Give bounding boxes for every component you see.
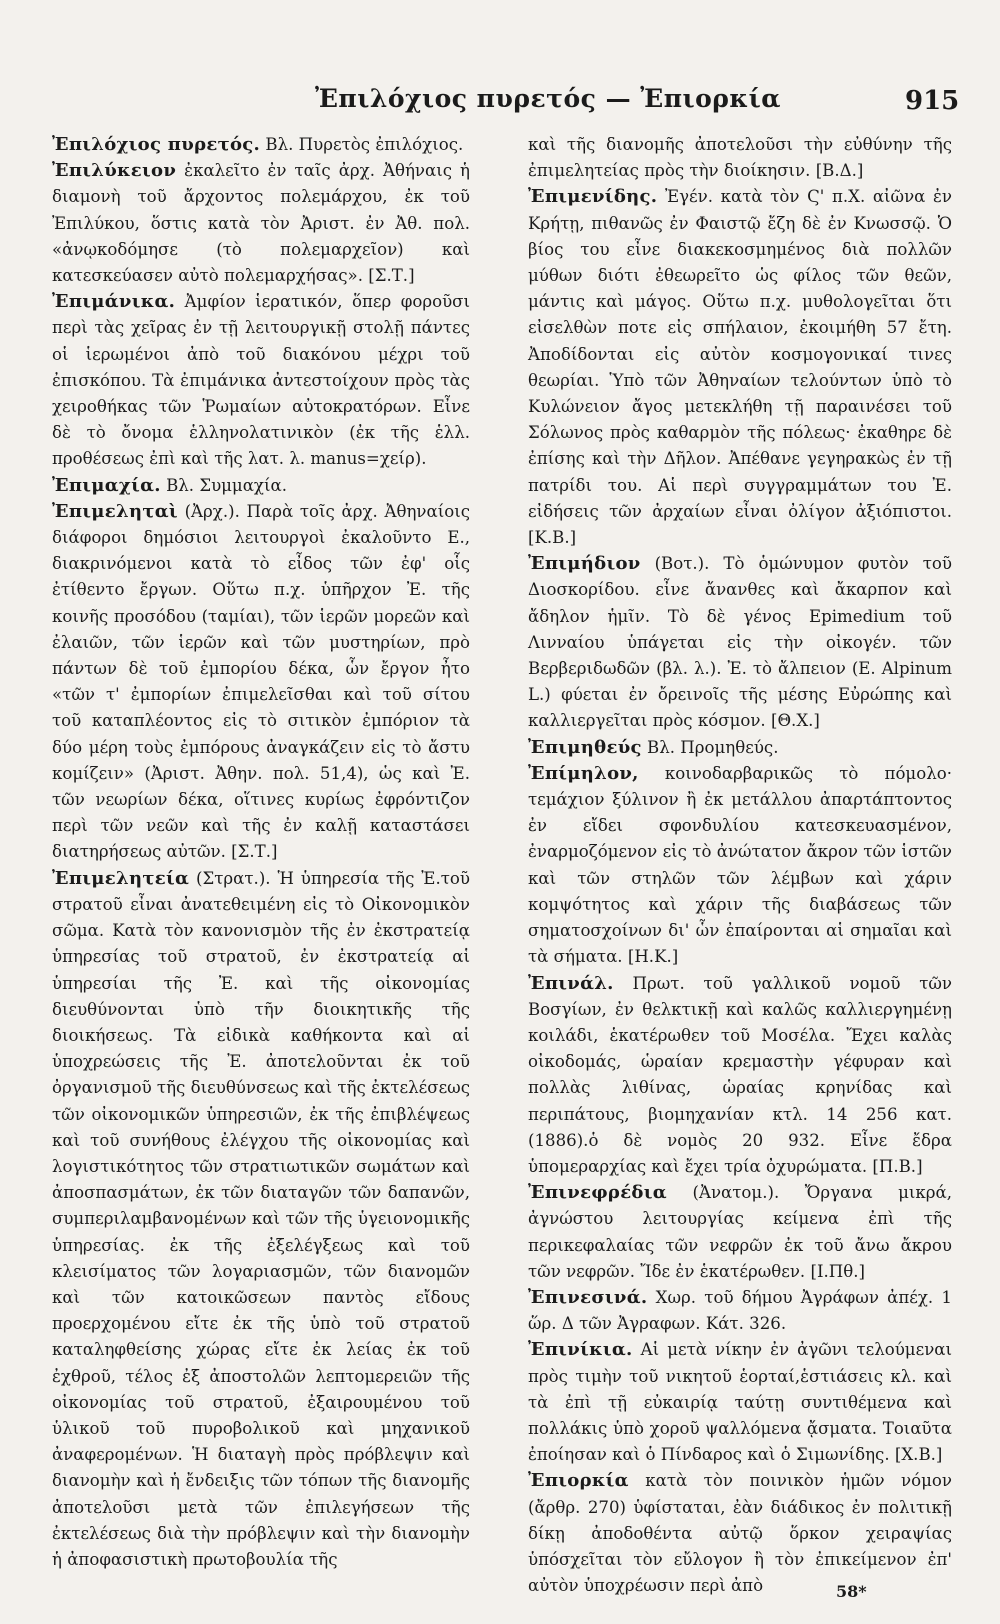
entry-headword: Ἐπιορκία xyxy=(528,1470,629,1492)
printer-signature: 58* xyxy=(836,1582,867,1601)
entry-headword: Ἐπιμάνικα. xyxy=(52,291,176,313)
entry-text: Ἐγέν. κατὰ τὸν Ϛ' π.Χ. αἰῶνα ἐν Κρήτῃ, πιθανῶς ἐν Φαιστῷ ἔζη δὲ ἐν Κνωσσῷ. Ὁ βίος του εἶνε διακεκοσμημένος διὰ πολλῶν μύθων διότι ἐθεωρεῖτο ὡς φίλος τῶν θεῶν, μάντις καὶ μάγος. Οὕτω π.χ. μυθολογεῖται ὅτι εἰσελθὼν ποτε εἰς σπήλαιον, ἐκοιμήθη 57 ἔτη. Ἀποδίδονται εἰς αὐτὸν κοσμογονικαί τινες θεωρίαι. Ὑπὸ τῶν Ἀθηναίων τελούντων ὑπὸ τὸ Κυλώνειον ἄγος μετεκλήθη τῇ παραινέσει τοῦ Σόλωνος πρὸς καθαρμὸν τῆς πόλεως· ἐκαθηρε δὲ ἐπίσης καὶ τὴν Δῆλον. Ἀπέθανε γεγηρακὼς ἐν τῇ πατρίδι του. Αἱ περὶ συγγραμμάτων του Ἐ. εἰδήσεις τῶν ἀρχαίων εἶναι ὀλίγον ἀξιόπιστοι. [Κ.Β.] xyxy=(528,187,952,548)
dictionary-entry xyxy=(52,158,470,289)
entry-text: Ἀμφίον ἱερατικόν, ὅπερ φοροῦσι περὶ τὰς χεῖρας ἐν τῇ λειτουργικῇ στολῇ πάντες οἱ ἱερωμένοι ἀπὸ τοῦ διακόνου μέχρι τοῦ ἐπισκόπου. Τὰ ἐπιμάνικα ἀντεστοίχουν πρὸς τὰς χειροθήκας τῶν Ῥωμαίων αὐτοκρατόρων. Εἶνε δὲ τὸ ὄνομα ἑλληνολατινικὸν (ἐκ τῆς ἑλλ. προθέσεως ἐπὶ καὶ τῆς λατ. λ. manus=χείρ). xyxy=(52,292,470,469)
entry-headword: Ἐπιμενίδης. xyxy=(528,186,658,208)
entry-text: καὶ τῆς διανομῆς ἀποτελοῦσι τὴν εὐθύνην τῆς ἐπιμελητείας πρὸς τὴν διοίκησιν. [Β.Δ.] xyxy=(528,135,952,181)
entry-headword: Ἐπιμεληταὶ xyxy=(52,500,178,522)
dictionary-entry xyxy=(528,1337,952,1468)
entry-text: (Βοτ.). Τὸ ὁμώνυμον φυτὸν τοῦ Διοσκορίδου. εἶνε ἄνανθες καὶ ἄκαρπον καὶ ἄδηλον ἡμῖν. Τὸ δὲ γένος Epimedium τοῦ Λινναίου ὑπάγεται εἰς τὴν οἰκογέν. τῶν Βερβεριδωδῶν (βλ. λ.). Ἐ. τὸ ἄλπειον (Ε. Alpinum L.) φύεται ἐν ὄρεινοῖς τῆς μέσης Εὐρώπης καὶ καλλιεργεῖται πρὸς κόσμον. [Θ.Χ.] xyxy=(528,554,952,731)
entry-text: ἐκαλεῖτο ἐν ταῖς ἀρχ. Ἀθήναις ἡ διαμονὴ τοῦ ἄρχοντος πολεμάρχου, ἐκ τοῦ Ἐπιλύκου, ὅστις κατὰ τὸν Ἀριστ. ἐν Ἀθ. πολ. «ἀνῳκοδόμησε (τὸ πολεμαρχεῖον) καὶ κατεσκεύασεν αὐτὸ πολεμαρχήσας». [Σ.Τ.] xyxy=(52,161,470,286)
entry-headword: Ἐπιλύκειον xyxy=(52,160,177,182)
dictionary-entry xyxy=(528,551,952,734)
dictionary-entry xyxy=(528,1180,952,1285)
entry-headword: Ἐπινάλ. xyxy=(528,972,614,994)
entry-text: (Ἀρχ.). Παρὰ τοῖς ἀρχ. Ἀθηναίοις διάφοροι δημόσιοι λειτουργοὶ ἐκαλοῦντο Ε., διακρινόμενοι κατὰ τὸ εἶδος τῶν ἐφ' οἷς ἐτίθεντο ἔργων. Οὕτω π.χ. ὑπῆρχον Ἐ. τῆς κοινῆς προσόδου (ταμίαι), τῶν ἱερῶν μορεῶν καὶ ἐλαιῶν, τῶν ἱερῶν καὶ τῶν μυστηρίων, πρὸ πάντων δὲ τοῦ ἐμπορίου δέκα, ὧν ἔργον ἦτο «τῶν τ' ἐμπορίων ἐπιμελεῖσθαι καὶ τοῦ σίτου τοῦ καταπλέοντος εἰς τὸ σιτικὸν ἐμπόριον τὰ δύο μέρη τοὺς ἐμπόρους ἀναγκάζειν εἰς τὸ ἄστυ κομίζειν» (Ἀριστ. Ἀθην. πολ. 51,4), ὡς καὶ Ἐ. τῶν νεωρίων δέκα, οἵτινες κυρίως ἐφρόντιζον περὶ τῶν νεῶν καὶ τῆς ἐν καλῇ καταστάσει διατηρήσεως αὐτῶν. [Σ.Τ.] xyxy=(52,501,470,862)
entry-text: Χωρ. τοῦ δήμου Ἀγράφων ἀπέχ. 1 ὥρ. Δ τῶν Ἀγραφων. Κάτ. 326. xyxy=(528,1287,952,1334)
page-number: 915 xyxy=(905,86,960,116)
entry-text: Βλ. Συμμαχία. xyxy=(160,475,287,495)
dictionary-entry xyxy=(528,184,952,551)
entry-headword: Ἐπινεφρέδια xyxy=(528,1182,667,1204)
entry-headword: Ἐπιμήδιον xyxy=(528,553,641,575)
dictionary-entry xyxy=(52,866,470,1573)
right-column xyxy=(528,132,952,1599)
entry-headword: Ἐπινεσινά. xyxy=(528,1286,648,1308)
entry-text: Βλ. Πυρετὸς ἐπιλόχιος. xyxy=(260,135,464,154)
dictionary-entry xyxy=(52,289,470,472)
entry-headword: Ἐπιλόχιος πυρετός. xyxy=(52,134,261,155)
dictionary-entry xyxy=(528,735,952,761)
dictionary-entry xyxy=(528,971,952,1181)
entry-headword: Ἐπίμηλον, xyxy=(528,762,639,784)
entry-headword: Ἐπινίκια. xyxy=(528,1339,633,1361)
left-column xyxy=(52,132,470,1573)
page-header xyxy=(0,84,1000,124)
entry-text: Αἱ μετὰ νίκην ἐν ἀγῶνι τελούμεναι πρὸς τιμὴν τοῦ νικητοῦ ἑορταί,ἑστιάσεις κλ. καὶ τὰ ἐπὶ τῇ εὐκαιρίᾳ ταύτῃ συντιθέμενα καὶ πολλάκις ὑπὸ χοροῦ ψαλλόμενα ᾄσματα. Τοιαῦτα ἐποίησαν καὶ ὁ Πίνδαρος καὶ ὁ Σιμωνίδης. [Χ.Β.] xyxy=(528,1340,952,1465)
dictionary-entry xyxy=(52,499,470,866)
dictionary-entry xyxy=(52,132,470,158)
entry-text: (Ἀνατομ.). Ὄργανα μικρά, ἀγνώστου λειτουργίας κείμενα ἐπὶ τῆς περικεφαλαίας τῶν νεφρῶν ἐκ τοῦ ἄνω ἄκρου τῶν νεφρῶν. Ἴδε ἐν ἑκατέρωθεν. [Ι.Πθ.] xyxy=(528,1183,952,1281)
dictionary-entry xyxy=(528,1468,952,1599)
dictionary-entry xyxy=(528,132,952,184)
entry-headword: Ἐπιμελητεία xyxy=(52,867,190,889)
dictionary-entry xyxy=(528,1285,952,1337)
entry-text: κοινοδαρβαρικῶς τὸ πόμολο· τεμάχιον ξύλινον ἢ ἐκ μετάλλου ἀπαρτάπτοντος ἐν εἴδει σφονδυλίου κατεσκευασμένον, ἐναρμοζόμενον εἰς τὸ ἀνώτατον ἄκρον τῶν ἱστῶν καὶ τῶν στηλῶν τῶν λέμβων καὶ χάριν κομψότητος καὶ χάριν τῆς διαβάσεως τῶν σηματοσχοίνων δι' ὧν ἐπαίρονται αἱ σημαῖαι καὶ τὰ σήματα. [Η.Κ.] xyxy=(528,763,952,967)
dictionary-entry xyxy=(52,473,470,499)
entry-text: Βλ. Προμηθεύς. xyxy=(641,737,779,757)
entry-headword: Ἐπιμηθεύς xyxy=(528,736,642,758)
entry-text: (Στρατ.). Ἡ ὑπηρεσία τῆς Ἐ.τοῦ στρατοῦ εἶναι ἀνατεθειμένη εἰς τὸ Οἰκονομικὸν σῶμα. Κατὰ τὸν κανονισμὸν τῆς ἐν ἐκστρατείᾳ ὑπηρεσίας τοῦ στρατοῦ, ἐν ἐκστρατείᾳ αἱ ὑπηρεσίαι τῆς Ἐ. καὶ τῆς οἰκονομίας διευθύνονται ὑπὸ τῆν διοικητικῆς τῆς διοικήσεως. Τὰ εἰδικὰ καθήκοντα καὶ αἱ ὑποχρεώσεις τῆς Ἐ. ἀποτελοῦνται ἐκ τοῦ ὀργανισμοῦ τῆς διευθύνσεως καὶ τῆς ἐκτελέσεως τῶν οἰκονομικῶν ὑπηρεσιῶν, ἐκ τῆς ἐπιβλέψεως καὶ τοῦ συνήθους ἐλέγχου τῆς οἰκονομίας καὶ λογιστικότητος τῶν στρατιωτικῶν σωμάτων καὶ ἀποσπασμάτων, ἐκ τῶν διαταγῶν τῶν δαπανῶν, συμπεριλαμβανομένων καὶ τῶν τῆς ὑγειονομικῆς ὑπηρεσίας. ἐκ τῆς ἐξελέγξεως καὶ τοῦ κλεισίματος τῶν λογαριασμῶν, τῶν διανομῶν καὶ τῶν κατοικῶσεων παντὸς εἴδους προερχομένου εἴτε ἐκ τῆς ὑπὸ τοῦ στρατοῦ καταληφθείσης χώρας εἴτε ἐκ λείας ἐκ τοῦ ἐχθροῦ, τέλος ἐξ ἀποστολῶν λεπτομερειῶν τῆς οἰκονομίας τοῦ στρατοῦ, ἐξαιρουμένου τοῦ ὑλικοῦ τοῦ πυροβολικοῦ καὶ μηχανικοῦ ἀναφερομένων. Ἡ διαταγὴ πρὸς πρόβλεψιν καὶ διανομὴν καὶ ἡ ἔνδειξις τῶν τόπων τῆς διανομῆς ἀποτελοῦσι μετὰ τῶν ἐπιλεγήσεων τῆς ἐκτελέσεως διὰ τὴν πρόβλεψιν καὶ τὴν διανομὴν ἡ ἀποφασιστικὴ πρωτοβουλία τῆς xyxy=(52,868,470,1569)
entry-text: κατὰ τὸν ποινικὸν ἡμῶν νόμον (ἄρθρ. 270) ὑφίσταται, ἐὰν διάδικος ἐν πολιτικῇ δίκῃ ἀποδοθέντα αὐτῷ ὅρκον χειραψίας ὑπόσχεῖται τὸν εὔλογον ἢ τὸν ἐπικείμενον ἐπ' αὐτὸν ὑποχρέωσιν περὶ ἀπὸ xyxy=(528,1471,952,1596)
running-head: Ἐπιλόχιος πυρετός — Ἐπιορκία xyxy=(315,84,781,113)
entry-text: Πρωτ. τοῦ γαλλικοῦ νομοῦ τῶν Βοσγίων, ἐν θελκτικῇ καὶ καλῶς καλλιεργημένῃ κοιλάδι, ἑκατέρωθεν τοῦ Μοσέλα. Ἔχει καλὰς οἰκοδομάς, ὡραίαν κρεμαστὴν γέφυραν καὶ πολλὰς λιθίνας, ὡραίας κρηνίδας καὶ περιπάτους, βιομηχανίαν κτλ. 14 256 κατ. (1886).ὁ δὲ νομὸς 20 932. Εἶνε ἔδρα ὑπομεραρχίας καὶ ἔχει τρία ὀχυρώματα. [Π.Β.] xyxy=(528,973,952,1176)
dictionary-entry xyxy=(528,761,952,971)
entry-headword: Ἐπιμαχία. xyxy=(52,474,161,496)
